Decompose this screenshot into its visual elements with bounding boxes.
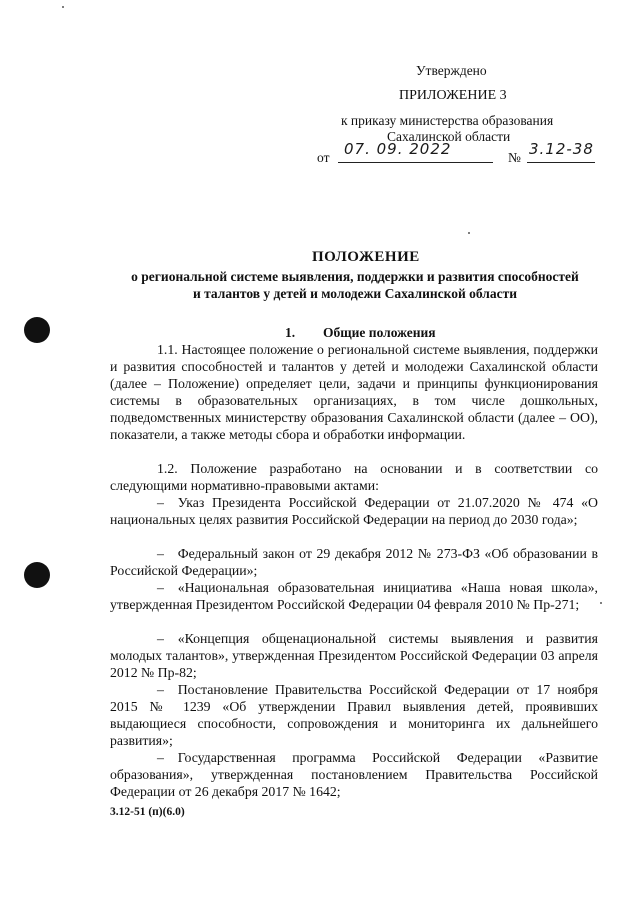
- approved-label: Утверждено: [416, 63, 487, 78]
- paragraph-1-2: 1.2. Положение разработано на основании и в соответствии со следующими нормативно-правовыми актами:: [110, 461, 598, 494]
- scan-speck: [62, 6, 64, 8]
- list-item-national-initiative: – «Национальная образовательная инициатива «Наша новая школа», утвержденная Президентом Российской Федерации 04 февраля 2010 № Пр-271;: [110, 580, 598, 613]
- hole-punch-bottom: [24, 562, 50, 588]
- footer-code: 3.12-51 (п)(6.0): [110, 806, 185, 818]
- paragraph-1-1: 1.1. Настоящее положение о региональной системе выявления, поддержки и развития способностей и талантов у детей и молодежи Сахалинской области (далее – Положение) определяет цели, задачи и принципы функционирования системы в образовательных организациях, в том числе дошкольных, подведомственных министерству образования Сахалинской области (далее – ОО), показатели, а также методы сбора и обработки информации.: [110, 342, 598, 443]
- section-number: 1.: [285, 325, 296, 340]
- list-item-resolution-1239: – Постановление Правительства Российской Федерации от 17 ноября 2015 № 1239 «Об утверждении Правил выявления детей, проявивших выдающиеся способности, сопровождения и мониторинга их дальнейшего развития»;: [110, 682, 598, 749]
- appendix-label: ПРИЛОЖЕНИЕ 3: [399, 88, 507, 103]
- document-title: ПОЛОЖЕНИЕ: [312, 249, 420, 265]
- list-item-state-program: – Государственная программа Российской Федерации «Развитие образования», утвержденная постановлением Правительства Российской Федерации от 26 декабря 2017 № 1642;: [110, 750, 598, 800]
- order-line-2: Сахалинской области: [387, 129, 511, 144]
- list-item-law-273: – Федеральный закон от 29 декабря 2012 № 273-ФЗ «Об образовании в Российской Федерации»;: [110, 546, 598, 579]
- scan-speck: [600, 602, 602, 604]
- hole-punch-top: [24, 317, 50, 343]
- order-line-1: к приказу министерства образования: [341, 113, 554, 128]
- number-field: [527, 140, 595, 163]
- date-field: [338, 140, 493, 163]
- date-handwritten: 07. 09. 2022: [344, 140, 452, 158]
- number-label: №: [508, 150, 521, 165]
- number-handwritten: 3.12-38: [529, 140, 594, 158]
- document-subtitle-2: и талантов у детей и молодежи Сахалинской области: [192, 286, 518, 301]
- scan-speck: [468, 232, 470, 234]
- section-title: Общие положения: [323, 325, 436, 340]
- document-subtitle-1: о региональной системе выявления, поддержки и развития способностей: [131, 269, 579, 284]
- list-item-decree-474: – Указ Президента Российской Федерации от 21.07.2020 № 474 «О национальных целях развития Российской Федерации на период до 2030 года»;: [110, 495, 598, 528]
- from-label: от: [317, 150, 330, 165]
- list-item-concept: – «Концепция общенациональной системы выявления и развития молодых талантов», утвержденная Президентом Российской Федерации 03 апреля 2012 № Пр-82;: [110, 631, 598, 681]
